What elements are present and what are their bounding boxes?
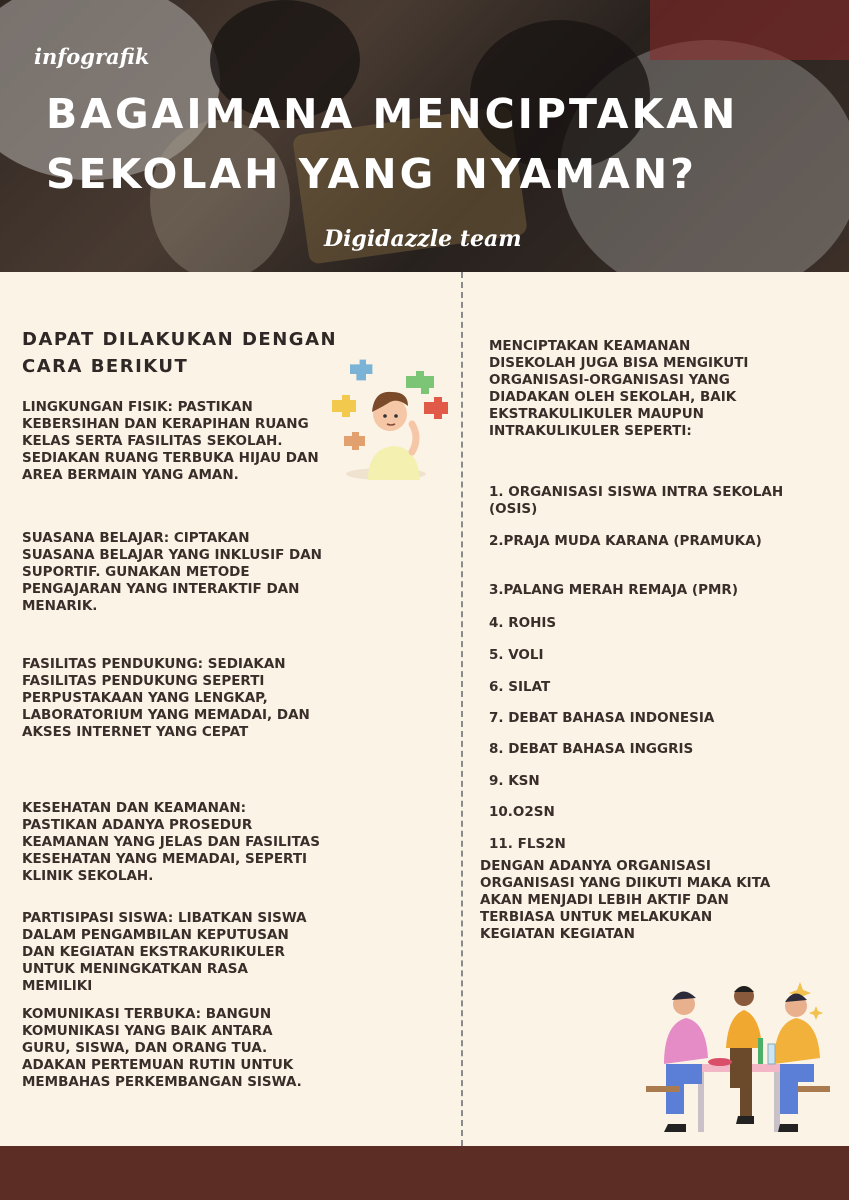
list-item: 3.PALANG MERAH REMAJA (PMR): [489, 582, 738, 598]
kicker-label: infografik: [34, 44, 150, 69]
column-divider: [461, 272, 463, 1146]
thinking-person-puzzle-illustration: [326, 356, 452, 480]
tip-open-communication: KOMUNIKASI TERBUKA: BANGUN KOMUNIKASI YANG BAIK ANTARA GURU, SISWA, DAN ORANG TUA. ADAKAN PERTEMUAN RUTIN UNTUK MEMBAHAS PERKEMBANGAN SISWA.: [22, 1006, 302, 1090]
friends-at-table-illustration: [640, 978, 836, 1150]
list-item: 5. VOLI: [489, 647, 544, 663]
list-item: 6. SILAT: [489, 679, 551, 695]
page-title: [46, 84, 836, 204]
list-item: 1. ORGANISASI SISWA INTRA SEKOLAH (OSIS): [489, 484, 784, 517]
left-subhead: DAPAT DILAKUKAN DENGAN CARA BERIKUT: [22, 329, 338, 377]
tip-health-safety: KESEHATAN DAN KEAMANAN: PASTIKAN ADANYA PROSEDUR KEAMANAN YANG JELAS DAN FASILITAS KESEHATAN YANG MEMADAI, SEPERTI KLINIK SEKOLAH.: [22, 800, 320, 884]
tip-learning-atmosphere: SUASANA BELAJAR: CIPTAKAN SUASANA BELAJAR YANG INKLUSIF DAN SUPORTIF. GUNAKAN METODE PENGAJARAN YANG INTERAKTIF DAN MENARIK.: [22, 530, 322, 614]
title-line-2: SEKOLAH YANG NYAMAN?: [46, 150, 697, 198]
footer-bar: [0, 1146, 849, 1200]
list-item: 9. KSN: [489, 773, 540, 789]
list-item: 11. FLS2N: [489, 836, 566, 852]
list-item: 7. DEBAT BAHASA INDONESIA: [489, 710, 715, 726]
organizations-conclusion: DENGAN ADANYA ORGANISASI ORGANISASI YANG DIIKUTI MAKA KITA AKAN MENJADI LEBIH AKTIF DAN TERBIASA UNTUK MELAKUKAN KEGIATAN KEGIATAN: [480, 858, 771, 942]
organizations-intro: MENCIPTAKAN KEAMANAN DISEKOLAH JUGA BISA MENGIKUTI ORGANISASI-ORGANISASI YANG DIADAKAN OLEH SEKOLAH, BAIK EKSTRAKULIKULER MAUPUN INTRAKULIKULER SEPERTI:: [489, 338, 749, 439]
list-item: 10.O2SN: [489, 804, 555, 820]
team-name: Digidazzle team: [324, 226, 522, 252]
tip-student-participation: PARTISIPASI SISWA: LIBATKAN SISWA DALAM PENGAMBILAN KEPUTUSAN DAN KEGIATAN EKSTRAKURIKULER UNTUK MENINGKATKAN RASA MEMILIKI: [22, 910, 307, 994]
tip-physical-environment: LINGKUNGAN FISIK: PASTIKAN KEBERSIHAN DAN KERAPIHAN RUANG KELAS SERTA FASILITAS SEKOLAH. SEDIAKAN RUANG TERBUKA HIJAU DAN AREA BERMAIN YANG AMAN.: [22, 399, 319, 483]
tip-support-facilities: FASILITAS PENDUKUNG: SEDIAKAN FASILITAS PENDUKUNG SEPERTI PERPUSTAKAAN YANG LENGKAP, LABORATORIUM YANG MEMADAI, DAN AKSES INTERNET YANG CEPAT: [22, 656, 310, 740]
list-item: 8. DEBAT BAHASA INGGRIS: [489, 741, 694, 757]
title-line-1: BAGAIMANA MENCIPTAKAN: [46, 90, 739, 138]
list-item: 2.PRAJA MUDA KARANA (PRAMUKA): [489, 533, 762, 549]
list-item: 4. ROHIS: [489, 615, 557, 631]
header-photo: [0, 0, 849, 272]
